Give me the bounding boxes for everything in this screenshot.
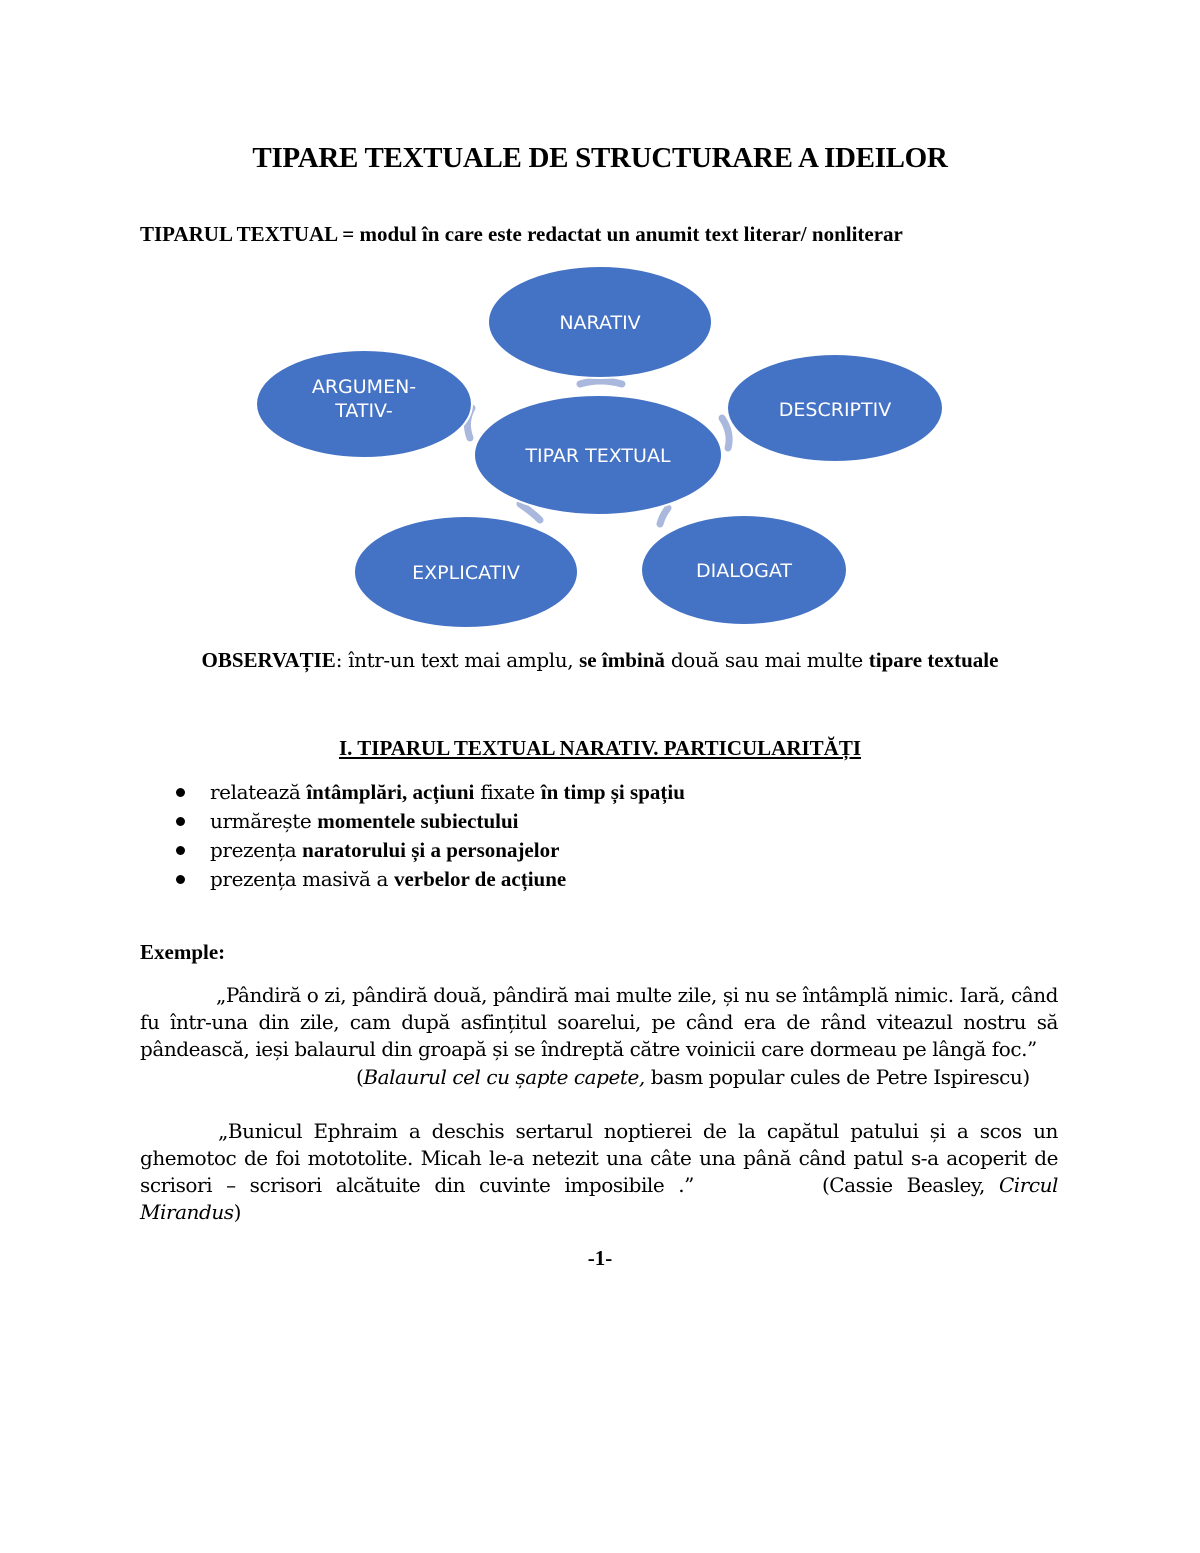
observation-note: [0, 648, 1200, 673]
feature-list: [172, 778, 685, 894]
item-bold: verbelor de acțiune: [393, 867, 567, 891]
definition-term: TIPARUL TEXTUAL: [140, 222, 338, 246]
cycle-diagram: [250, 258, 950, 638]
list-item: [172, 865, 685, 894]
item-text: fixate: [474, 780, 541, 804]
cite-paren: ): [233, 1200, 241, 1224]
cite-title: Circul Mirandus: [140, 1173, 1058, 1224]
item-bold: momentele subiectului: [317, 809, 519, 833]
observation-text2: două sau mai multe: [664, 648, 869, 672]
cite-paren: (: [356, 1065, 364, 1089]
quote1-citation: [356, 1065, 1030, 1089]
page-title: TIPARE TEXTUALE DE STRUCTURARE A IDEILOR: [252, 142, 948, 174]
observation-bold2: tipare textuale: [868, 648, 999, 672]
cite-source: basm popular cules de Petre Ispirescu): [644, 1065, 1030, 1089]
definition-line: [140, 222, 903, 247]
observation-label: OBSERVAȚIE: [201, 648, 336, 672]
quote1-text: „Pândiră o zi, pândiră două, pândiră mai multe zile, și nu se întâmplă nimic. Iară, când fu într-una din zile, cam după asfințitul soarelui, pe când era de rând viteazul nostru să pândească, ieși balaurul din groapă și se îndreptă către voinicii care dormeau pe lângă foc.”: [140, 983, 1058, 1061]
example-quote-2: [140, 1118, 1058, 1226]
label-tipar-textual: TIPAR TEXTUAL: [525, 445, 671, 467]
item-bold: în timp și spațiu: [540, 780, 685, 804]
item-text: prezența: [210, 838, 303, 862]
examples-label: Exemple:: [140, 940, 226, 964]
arrow-narativ-descriptiv: [580, 381, 622, 384]
example-quote-1: [140, 982, 1058, 1063]
item-bold: naratorului și a personajelor: [302, 838, 560, 862]
observation-text1: : într-un text mai amplu,: [335, 648, 580, 672]
item-text: prezența masivă a: [210, 867, 394, 891]
list-item: [172, 778, 685, 807]
label-argumentativ-line1: ARGUMEN-: [311, 376, 417, 398]
bullet-icon: [176, 875, 185, 884]
section-heading: I. TIPARUL TEXTUAL NARATIV. PARTICULARITĂȚI: [338, 736, 862, 760]
bullet-icon: [176, 788, 185, 797]
definition-text: = modul în care este redactat un anumit text literar/ nonliterar: [337, 222, 903, 246]
item-text: urmărește: [210, 809, 318, 833]
bullet-icon: [176, 846, 185, 855]
arrow-dialogat-explicativ: [660, 508, 668, 524]
cite-author: (Cassie Beasley,: [821, 1173, 999, 1197]
bullet-icon: [176, 817, 185, 826]
label-argumentativ-line2: TATIV-: [335, 400, 393, 422]
list-item: [172, 807, 685, 836]
cite-title: Balaurul cel cu șapte capete,: [363, 1065, 645, 1089]
label-narativ: NARATIV: [559, 312, 641, 334]
label-dialogat: DIALOGAT: [696, 560, 792, 582]
arrow-descriptiv-dialogat: [722, 418, 729, 448]
quote2-text: „Bunicul Ephraim a deschis sertarul noptierei de la capătul patului și a scos un ghemotoc de foi mototolite. Micah le-a netezit una câte una până când patul s-a acoperit de scrisori – scrisori alcătuite din cuvinte imposibile .”: [140, 1119, 1058, 1197]
list-item: [172, 836, 685, 865]
item-bold: întâmplări, acțiuni: [306, 780, 475, 804]
label-explicativ: EXPLICATIV: [412, 562, 520, 584]
page-number: -1-: [587, 1246, 613, 1270]
observation-bold1: se îmbină: [579, 648, 665, 672]
item-text: relatează: [210, 780, 307, 804]
label-descriptiv: DESCRIPTIV: [778, 399, 892, 421]
